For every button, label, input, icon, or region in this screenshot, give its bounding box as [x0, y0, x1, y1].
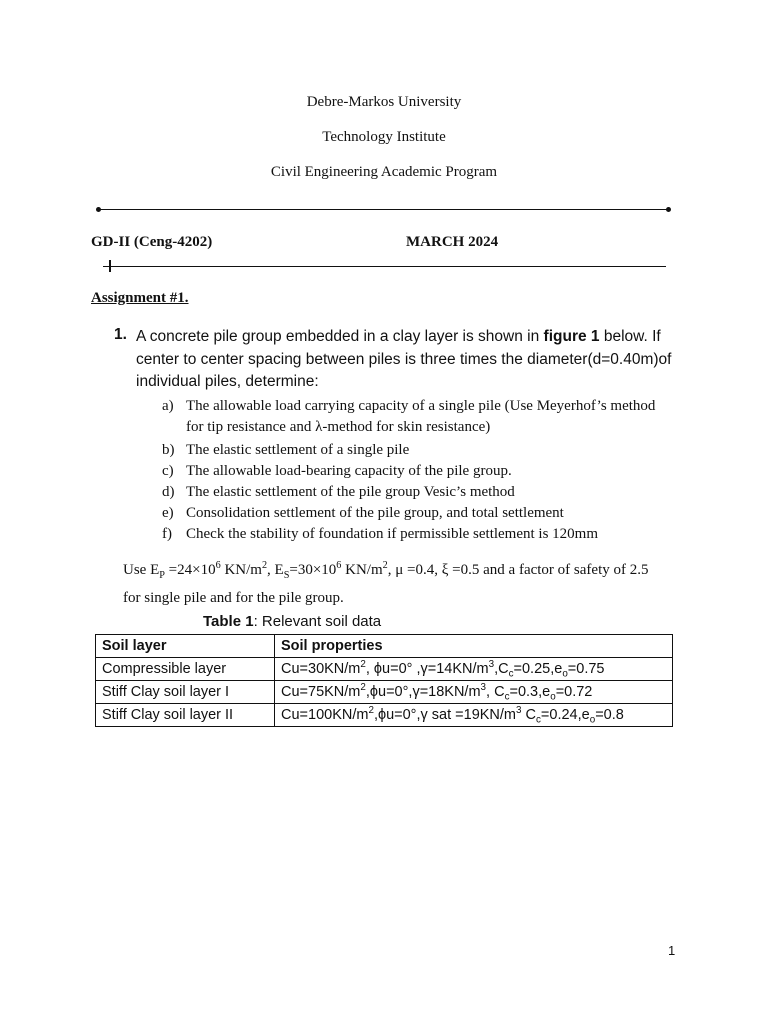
table-row [96, 681, 673, 704]
top-divider [99, 209, 668, 210]
soil-layer-cell: Compressible layer [96, 658, 275, 681]
prop-text: C [521, 706, 536, 723]
prop-sup: 3 [488, 658, 495, 670]
prop-text: =0.75 [567, 660, 605, 677]
assignment-title: Assignment #1. [91, 290, 189, 306]
prop-sup: 2 [360, 658, 366, 670]
prop-text: =0.3,e [509, 683, 551, 700]
note-text: =24×10 [164, 562, 216, 578]
note-text: KN/m [220, 562, 262, 578]
divider-dot-left [96, 207, 101, 212]
prop-text: Cu=100KN/m [281, 706, 369, 723]
prop-sup: 2 [368, 704, 374, 716]
table-caption [203, 613, 381, 630]
subpart-text: Check the stability of foundation if permissible settlement is 120mm [186, 526, 599, 542]
header-soil-properties: Soil properties [275, 635, 673, 658]
prop-text: =0.72 [555, 683, 593, 700]
question-number: 1. [114, 326, 127, 343]
table-row [96, 658, 673, 681]
soil-layer-cell: Stiff Clay soil layer I [96, 681, 275, 704]
note-sub: P [159, 570, 165, 581]
subpart-label: f) [162, 526, 172, 542]
prop-sub: c [504, 691, 510, 703]
note-text: =30×10 [289, 562, 337, 578]
prop-sup: 2 [360, 681, 366, 693]
subpart-text: The allowable load carrying capacity of a single pile (Use Meyerhof’s method for tip resistance and λ-method for skin resistance) [186, 398, 656, 435]
prop-sup: 3 [516, 704, 522, 716]
prop-text: Cu=30KN/m [281, 660, 361, 677]
exam-date: MARCH 2024 [406, 234, 499, 250]
program-name: Civil Engineering Academic Program [270, 164, 498, 180]
table-caption-label: Table 1 [203, 613, 254, 630]
subpart-label: a) [162, 398, 174, 414]
soil-properties-cell [275, 658, 673, 681]
prop-text: =0.25,e [513, 660, 563, 677]
table-header-row [96, 635, 673, 658]
prop-text: , C [486, 683, 505, 700]
subpart-label: e) [162, 505, 174, 521]
prop-sub: c [508, 668, 514, 680]
prop-text: =0.8 [595, 706, 624, 723]
prop-sub: c [536, 714, 541, 726]
subpart-text: Consolidation settlement of the pile group, and total settlement [186, 505, 564, 521]
prop-text: ,C [494, 660, 509, 677]
table-caption-text: : Relevant soil data [253, 613, 382, 630]
university-name: Debre-Markos University [306, 94, 462, 110]
figure-reference: figure 1 [543, 328, 600, 345]
note-sub: S [283, 570, 290, 581]
course-divider [103, 266, 666, 267]
subpart-label: b) [162, 442, 175, 458]
note-sup: 6 [336, 560, 342, 571]
table-row [96, 704, 673, 727]
prop-text: Cu=75KN/m [281, 683, 361, 700]
subpart-text: The allowable load-bearing capacity of the pile group. [186, 463, 512, 479]
course-code: GD-II (Ceng-4202) [91, 234, 213, 250]
note-text: , E [267, 562, 284, 578]
subpart-text: The elastic settlement of a single pile [186, 442, 410, 458]
note-text: Use E [123, 562, 160, 578]
soil-properties-cell [275, 681, 673, 704]
institute-name: Technology Institute [322, 129, 446, 145]
page-number: 1 [668, 943, 676, 958]
divider-tick [109, 260, 111, 272]
note-sup: 2 [382, 560, 388, 571]
question-text-before: A concrete pile group embedded in a clay layer is shown in [136, 328, 544, 345]
soil-data-table [95, 634, 673, 727]
note-text: KN/m [341, 562, 383, 578]
subpart-text: The elastic settlement of the pile group Vesic’s method [186, 484, 515, 500]
note-sup: 2 [261, 560, 268, 571]
given-parameters-note [123, 555, 668, 609]
prop-text: ,ϕu=0°,γ=18KN/m [365, 683, 481, 700]
divider-dot-right [666, 207, 671, 212]
soil-properties-cell [275, 704, 673, 727]
subpart-label: d) [162, 484, 175, 500]
question-text [136, 326, 676, 394]
subpart-label: c) [162, 463, 174, 479]
question-text-after: below. If center to center spacing between piles is three times the diameter(d=0.40m)of individual piles, determine: [136, 328, 672, 390]
prop-text: =0.24,e [540, 706, 590, 723]
prop-text: , ϕu=0° ,γ=14KN/m [365, 660, 489, 677]
header-soil-layer: Soil layer [96, 635, 275, 658]
note-text: , μ =0.4, ξ =0.5 and a factor of safety of 2.5 for single pile and for the pile group. [123, 562, 649, 606]
note-sup: 6 [215, 560, 221, 571]
prop-sub: o [589, 714, 596, 726]
prop-sup: 3 [480, 681, 487, 693]
prop-text: ,ϕu=0°,γ sat =19KN/m [373, 706, 517, 723]
prop-sub: o [562, 668, 568, 680]
prop-sub: o [550, 691, 556, 703]
soil-layer-cell: Stiff Clay soil layer II [96, 704, 275, 727]
